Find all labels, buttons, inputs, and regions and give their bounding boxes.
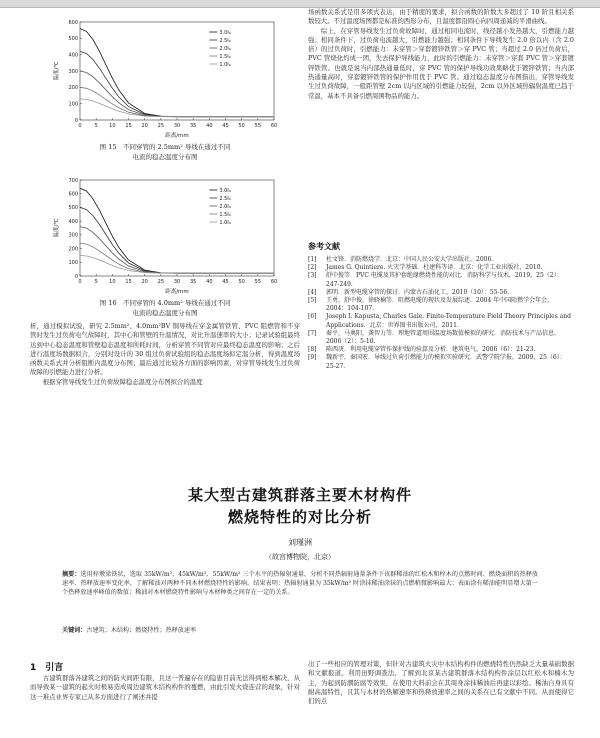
- x-tick-label: 50: [238, 279, 245, 285]
- series-line: [80, 207, 274, 273]
- legend-label: 1.5I₀: [219, 211, 231, 218]
- y-tick-label: 100: [68, 260, 78, 267]
- section-1-title: 1 引言: [30, 663, 64, 673]
- section-1-left-paragraph: 古建筑群落各建筑之间的防火间距有限，且这一普遍存在的隐患目前无法得到根本解决，从而导致某一建筑的起火时极易造成周边建筑木结构构件的蔓燃，由此引发火烧连营的现象，针对这一难点业界专家已从多方面进行了阐述并提: [30, 674, 300, 701]
- reference-number: [6]: [308, 313, 317, 321]
- legend-label: 1.0I₀: [219, 219, 231, 226]
- reference-text: Joseph I. Kapusta, Charles Gale. Finite-Temperature Field Theory Principles and Applications．北京：世界图书出版公司，2011.: [326, 313, 571, 329]
- section-1-right-paragraph: 出了一些相应的管理对策，但针对古建筑火灾中木结构构件的燃烧特性仍然缺乏大量基础数据和文献报道。利用田野调查法，了解到北京某古建筑群落木结构构件涂层以红松木和楠木为主，为起到防潮防腐等效果，在使用大料前会在其周身涂抹稀油后再建以彩绘。稀油自身具有耐高温特性，且其与木材的热解速率和热释放速率之间的关系在已有文献中不同。从而使得它们的点: [308, 660, 574, 706]
- x-tick-label: 60: [270, 279, 278, 285]
- y-tick-label: 500: [68, 205, 78, 212]
- figure-15-caption: [30, 142, 300, 162]
- y-tick-label: 300: [68, 232, 78, 239]
- reference-item: [308, 313, 574, 329]
- x-tick-label: 5: [94, 279, 98, 285]
- keywords-text: 古建筑；木结构；燃烧特性；热释放速率: [86, 627, 197, 634]
- abstract-block: [62, 570, 538, 598]
- x-tick-label: 50: [238, 123, 245, 129]
- reference-text: James G. Quintiere. 火灾学基础．杜建科等译．北京：化学工业出版社，2010.: [326, 264, 543, 272]
- reference-number: [4]: [308, 288, 317, 296]
- y-tick-label: 200: [68, 246, 78, 253]
- legend-label: 3.0I₀: [219, 29, 231, 36]
- figure-15-chart: [52, 18, 292, 140]
- left-column-text: [30, 322, 300, 387]
- x-tick-label: 35: [189, 279, 197, 285]
- reference-number: [7]: [308, 329, 317, 337]
- references-list: [308, 256, 574, 371]
- reference-item: [308, 272, 574, 288]
- series-line: [80, 243, 274, 273]
- legend-label: 3.0I₀: [219, 187, 231, 194]
- x-tick-label: 30: [173, 123, 181, 129]
- reference-number: [2]: [308, 264, 317, 272]
- series-line: [80, 188, 274, 273]
- x-tick-label: 10: [109, 123, 116, 129]
- series-line: [80, 51, 274, 116]
- x-tick-label: 35: [189, 123, 197, 129]
- y-tick-label: 700: [68, 177, 78, 184]
- left-paragraph: 析，通过模拟试验，研究 2.5mm²、4.0mm²BV 铜导线在穿金属管铁管、PVC 阻燃管和不穿管时发生过负荷电气故障时，其中心和管壁的升温情况，对比升温速率的大小；记录试验组最终达到中心稳态温度和管壁稳态温度和所耗时间，分析穿管不同管对应最终稳态温度的影响；之后进行温度场数据拟合，分别对设计的 30 组过负荷试验组的稳态温度场拟定温分析，得到温度场函数关系式并分析阻断内温度分布图；最后通过比较各方面的影响因素，对穿管导线发生过负荷故障的引燃能力进行分析。: [30, 322, 300, 377]
- section-1-right-text: [308, 660, 574, 706]
- abstract-label: 摘要：: [62, 571, 81, 578]
- figure-16-chart: [52, 176, 292, 296]
- reference-item: [308, 297, 574, 313]
- author-affiliation: （故宫博物院，北京）: [265, 553, 335, 561]
- reference-text: 陈西庚．利用电缆穿管作保护线的验算及分析．建筑电气，2006（6）：21-23.: [326, 346, 536, 354]
- reference-item: [308, 330, 574, 346]
- legend-label: 2.0I₀: [219, 203, 231, 210]
- series-line: [80, 227, 274, 274]
- y-tick-label: 0: [74, 117, 78, 124]
- references-title: 参考文献: [308, 242, 340, 251]
- series-line: [80, 29, 274, 117]
- page-header-strip: [0, 0, 600, 8]
- reference-number: [8]: [308, 346, 317, 354]
- reference-text: 魏新宇，秦国宏．导线过负荷引燃能力的模拟实验研究．武警学院学报，2009，25（6）：25-27.: [326, 354, 566, 370]
- reference-number: [1]: [308, 256, 317, 263]
- legend-label: 2.5I₀: [219, 195, 231, 202]
- article-title-line2: 燃烧特性的对比分析: [227, 508, 372, 526]
- reference-item: [308, 289, 574, 297]
- y-tick-label: 300: [68, 68, 78, 75]
- y-tick-label: 500: [68, 36, 78, 43]
- legend-label: 1.0I₀: [219, 61, 231, 68]
- plot-frame: [80, 180, 274, 276]
- reference-item: [308, 256, 574, 264]
- right-paragraph-1: 场函数关系式是用多项式表达，由于精度的要求，拟合函数的阶数大多超过了 10 阶且相关系数较大。不过温度场图都是标准的西形分布，且温度都沿圆心向四周递减的平滑曲线。: [308, 8, 574, 26]
- x-tick-label: 55: [254, 123, 262, 129]
- figure-15-caption-line1: 图 15 不同穿管的 2.5mm² 导线在通过不同: [99, 143, 231, 151]
- keywords-block: [62, 626, 538, 635]
- section-1-left-text: [30, 674, 300, 702]
- x-tick-label: 55: [254, 279, 262, 285]
- x-tick-label: 45: [222, 123, 229, 129]
- y-tick-label: 0: [74, 273, 78, 280]
- abstract-text: 选用梓墩梁铁状，选取 35kW/m²、45kW/m²、55kW/m² 三个水平的热辐射通量，分析不同热辐射通量条件下该群稀油的红松木和梓木的点燃时间、燃烧面积的热释放速率、热释放速率变化率，了解稀油对两种不同木材燃烧特性的影响。结果表明：热辐射通量为 35kW/m² 时涂抹稀油涂抹的点燃稍微影响最大；表面涂有稀油能明显增大第一个热释放速率峰值的数值；稀油对木材燃烧特性影响与木材种类之间存在一定的关系。: [62, 571, 539, 597]
- reference-text: 王勇，舒中俊，徐晓楠等．阻燃电缆的现状及发展综述．2004 年中国阻燃学会年会，2004：104-107.: [326, 297, 554, 313]
- legend-label: 1.5I₀: [219, 53, 231, 60]
- x-tick-label: 25: [157, 279, 165, 285]
- x-tick-label: 45: [222, 279, 229, 285]
- x-tick-label: 20: [141, 279, 148, 285]
- article-title-line1: 某大型古建筑群落主要木材构件: [187, 486, 412, 504]
- y-tick-label: 400: [68, 218, 78, 225]
- series-line: [80, 87, 274, 116]
- x-tick-label: 40: [206, 123, 213, 129]
- y-tick-label: 200: [68, 85, 78, 92]
- figure-16-caption-line1: 图 16 不同穿管的 4.0mm² 导线在通过不同: [99, 299, 231, 307]
- y-axis-label: 温度/℃: [54, 218, 60, 238]
- keywords-label: 关键词：: [62, 627, 87, 634]
- reference-text: 杜文锋．消防燃烧学．北京：中国人民公安大学出版社，2006.: [326, 256, 494, 263]
- reference-text: 秦平，马奥阳，龚智力等．埋地管道周围温度场数值模拟的研究．消防技术与产品信息，2006（2）：5-10.: [326, 329, 561, 346]
- x-tick-label: 40: [206, 279, 213, 285]
- x-tick-label: 15: [125, 123, 132, 129]
- legend-label: 2.5I₀: [219, 37, 231, 44]
- x-tick-label: 25: [157, 123, 165, 129]
- y-tick-label: 100: [68, 101, 78, 108]
- reference-text: 舒中俊等．PVC 电缆及其护套绝缘燃烧性能的对比．消防科学与技术，2019，25（2）：247-249.: [326, 272, 563, 288]
- right-paragraph-2: 综上，在穿管导线发生过负荷故障时，通过相同电流时，线径越小发热越大，引燃能力越强；相同条件下，过负荷电流越大，引燃能力越强；相同条件下导线发生 2.0 倍以内（含 2.0 倍）的过负荷时，引燃能力：未穿管＞穿套镀锌铁管＞穿 PVC 管；当超过 2.0 倍过负荷后，PVC 管烧化灼成一团，失去保护导线能力，此时的引燃能力：未穿管＞穿套 PVC 管＞穿套镀锌铁管。也就是说当内部热通量低时，穿 PVC 管的保护导线功效果略优于镀锌铁管；当内部热通量高时，穿套镀锌铁管的保护作用优于 PVC 管。通过稳态温度分布图指出，穿管导线发生过负荷故障，一般距管壁 2cm 以内区域的引燃能力较强，2cm 以外区域热辐射温度已趋于常温，基本不具备引燃周围物品的能力。: [308, 26, 574, 100]
- reference-item: [308, 354, 574, 370]
- right-column-text: [308, 8, 574, 101]
- y-tick-label: 600: [68, 191, 78, 198]
- author-name: 刘瑾洲: [288, 538, 312, 547]
- reference-text: 郭明．新型电缆穿管的探讨．内蒙古石油化工，2010（10）：55-56.: [326, 288, 510, 296]
- y-tick-label: 600: [68, 19, 78, 26]
- x-axis-label: 距离/mm: [165, 289, 189, 295]
- y-tick-label: 400: [68, 52, 78, 59]
- figure-16-caption-line2: 电流的稳态温度分布图: [132, 309, 198, 317]
- x-tick-label: 10: [109, 279, 116, 285]
- series-line: [80, 71, 274, 117]
- x-tick-label: 15: [125, 279, 132, 285]
- x-tick-label: 60: [270, 123, 278, 129]
- reference-number: [9]: [308, 354, 317, 362]
- x-tick-label: 5: [94, 123, 98, 129]
- figure-16-caption: [30, 298, 300, 318]
- x-tick-label: 0: [78, 123, 82, 129]
- figure-15-caption-line2: 电流的稳态温度分布图: [132, 153, 198, 161]
- reference-number: [3]: [308, 272, 317, 280]
- x-tick-label: 0: [78, 279, 82, 285]
- left-paragraph-2: 根据穿管导线发生过负荷故障稳态温度分布图拟合的温度: [42, 377, 203, 386]
- x-tick-label: 20: [141, 123, 148, 129]
- legend-label: 2.0I₀: [219, 45, 231, 52]
- x-tick-label: 30: [173, 279, 181, 285]
- y-axis-label: 温度/℃: [54, 61, 60, 81]
- x-axis-label: 距离/mm: [165, 133, 189, 139]
- reference-number: [5]: [308, 297, 317, 305]
